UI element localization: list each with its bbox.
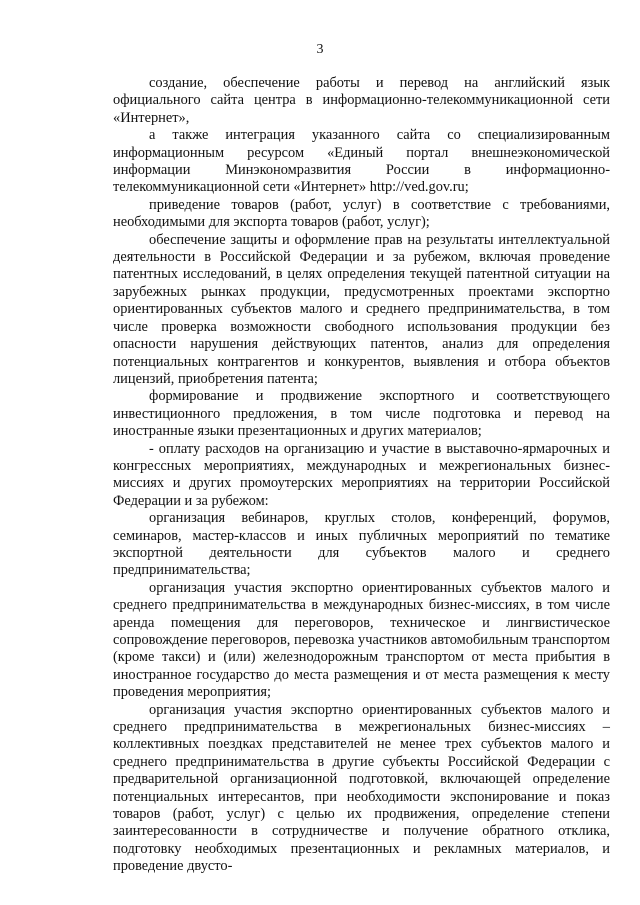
paragraph-website-creation: создание, обеспечение работы и перевод на английский язык официального сайта центра в информационно-телекоммуникационной сети «Интернет», — [113, 75, 610, 126]
paragraph-interregional-missions: организация участия экспортно ориентированных субъектов малого и среднего предпринимательства в межрегиональных бизнес-миссиях – коллективных поездках представителей не менее трех субъектов малого и среднего предпринимательства в другие субъекты Российской Федерации с предварительной организационной подготовкой, включающей определение потенциальных интересантов, при необходимости экспонирование и показ товаров (работ, услуг) с целью их продвижения, определение степени заинтересованности в сотрудничестве и получение обратного отклика, подготовку необходимых презентационных и рекламных материалов, и проведение двусто- — [113, 701, 610, 875]
body-text — [113, 75, 610, 876]
paragraph-ip-protection: обеспечение защиты и оформление прав на результаты интеллектуальной деятельности в Российской Федерации и за рубежом, включая проведение патентных исследований, в целях определения текущей патентной ситуации на зарубежных рынках продукции, предусмотренных проектами экспортно ориентированных субъектов малого и среднего предпринимательства, в том числе проверка возможности свободного использования продукции без опасности нарушения действующих патентов, анализ для определения потенциальных контрагентов и конкурентов, выявления и отбора объектов лицензий, приобретения патента; — [113, 231, 610, 387]
page-number: 3 — [316, 42, 324, 57]
paragraph-exhibition-costs: - оплату расходов на организацию и участие в выставочно-ярмарочных и конгрессных мероприятиях, международных и межрегиональных бизнес-миссиях и других промоутерских мероприятиях на территории Российской Федерации и за рубежом: — [113, 440, 610, 509]
paragraph-export-offer: формирование и продвижение экспортного и соответствующего инвестиционного предложения, в том числе подготовка и перевод на иностранные языки презентационных и других материалов; — [113, 388, 610, 440]
paragraph-goods-compliance: приведение товаров (работ, услуг) в соответствие с требованиями, необходимыми для экспорта товаров (работ, услуг); — [113, 196, 610, 231]
paragraph-international-missions: организация участия экспортно ориентированных субъектов малого и среднего предпринимательства в международных бизнес-миссиях, в том числе аренда помещения для переговоров, техническое и лингвистическое сопровождение переговоров, перевозка участников автомобильным транспортом (кроме такси) и (или) железнодорожным транспортом от места прибытия в иностранное государство до места размещения и от места размещения к месту проведения мероприятия; — [113, 579, 610, 701]
paragraph-webinars: организация вебинаров, круглых столов, конференций, форумов, семинаров, мастер-классов и иных публичных мероприятий по тематике экспортной деятельности для субъектов малого и среднего предпринимательства; — [113, 510, 610, 579]
paragraph-portal-integration: а также интеграция указанного сайта со специализированным информационным ресурсом «Единый портал внешнеэкономической информации Минэкономразвития России в информационно-телекоммуникационной сети «Интернет» http://ved.gov.ru; — [113, 127, 610, 196]
